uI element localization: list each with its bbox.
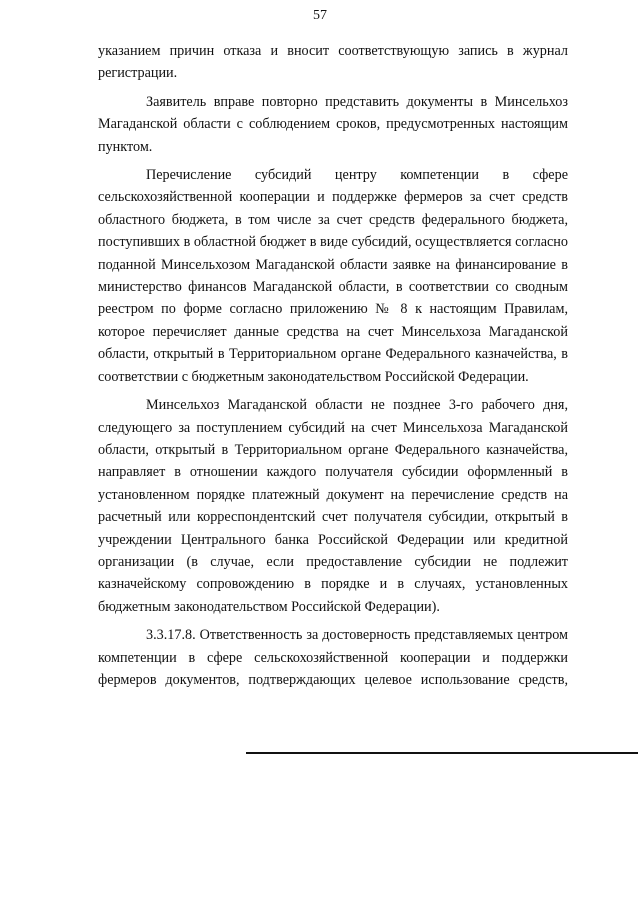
paragraph-1: указанием причин отказа и вносит соответствующую запись в журнал регистрации. — [98, 43, 568, 82]
paragraph-5: 3.3.17.8. Ответственность за достоверность представляемых центром компетенции в сфере сельскохозяйственной кооперации и поддержки фермеров документов, подтверждающих целевое использование средств, — [98, 627, 568, 688]
paragraph-3: Перечисление субсидий центру компетенции в сфере сельскохозяйственной кооперации и поддержке фермеров за счет средств областного бюджета, в том числе за счет средств федерального бюджета, поступивших в областной бюджет в виде субсидий, осуществляется согласно поданной Минсельхозом Магаданской области заявке на финансирование в министерство финансов Магаданской области, в соответствии со сводным реестром по форме согласно приложению № 8 к настоящим Правилам, которое перечисляет данные средства на счет Минсельхоза Магаданской области, открытый в Территориальном органе Федерального казначейства, в соответствии с бюджетным законодательством Российской Федерации. — [98, 167, 568, 385]
paragraph-2: Заявитель вправе повторно представить документы в Минсельхоз Магаданской области с соблюдением сроков, предусмотренных настоящим пунктом. — [98, 93, 568, 155]
document-body — [98, 40, 568, 697]
page-number: 57 — [313, 8, 327, 23]
footer-divider-line — [246, 752, 638, 754]
paragraph-4: Минсельхоз Магаданской области не позднее 3-го рабочего дня, следующего за поступлением субсидий на счет Минсельхоза Магаданской области, открытый в Территориальном органе Федерального казначейства, направляет в отношении каждого получателя субсидии оформленный в установленном порядке платежный документ на перечисление средств на расчетный или корреспондентский счет получателя субсидии, открытый в учреждении Центрального банка Российской Федерации или кредитной организации (в случае, если предоставление субсидии не подлежит казначейскому сопровождению в порядке и в случаях, установленных бюджетным законодательством Российской Федерации). — [98, 397, 568, 615]
